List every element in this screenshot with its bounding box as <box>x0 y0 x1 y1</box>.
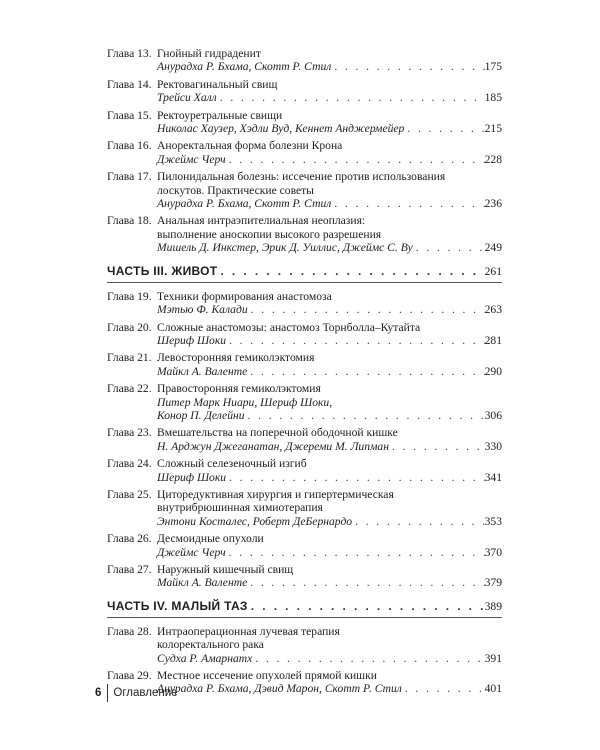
chapter-authors: Мэтью Ф. Калади <box>157 303 248 317</box>
chapter-page-number: 341 <box>484 470 502 484</box>
dot-leader <box>248 599 485 613</box>
authors-line <box>157 365 502 378</box>
entry-line <box>107 669 502 682</box>
authors-line <box>157 652 502 665</box>
page-footer <box>95 684 178 702</box>
entry-body <box>157 228 502 241</box>
dot-leader <box>352 515 485 528</box>
chapter-title: внутрибрюшинная химиотерапия <box>157 501 323 515</box>
toc-entry[interactable] <box>107 563 502 590</box>
dot-leader <box>217 91 485 104</box>
entry-line <box>107 638 502 651</box>
part-page-number: 261 <box>484 264 502 278</box>
entry-line <box>107 396 502 409</box>
chapter-authors: Шериф Шоки <box>157 333 227 347</box>
chapter-authors: Н. Арджун Джеганатан, Джереми М. Липман <box>157 439 389 453</box>
entry-line <box>107 303 502 316</box>
toc-entry[interactable] <box>107 532 502 559</box>
entry-body <box>157 638 502 651</box>
authors-line <box>157 153 502 166</box>
entry-body <box>157 303 502 316</box>
chapter-title: Наружный кишечный свищ <box>157 563 294 576</box>
dot-leader <box>248 303 485 316</box>
part-heading[interactable] <box>107 264 502 278</box>
entry-line <box>107 184 502 197</box>
entry-body <box>157 396 502 409</box>
chapter-label: Глава 15. <box>107 108 152 122</box>
entry-body <box>157 652 502 665</box>
entry-body <box>157 501 502 514</box>
authors-line <box>157 60 502 73</box>
chapter-title: Техники формирования анастомоза <box>157 289 332 303</box>
entry-body <box>157 321 502 334</box>
chapter-label: Глава 29. <box>107 669 152 683</box>
chapter-page-number: 290 <box>484 364 502 378</box>
chapter-label: Глава 24. <box>107 457 152 471</box>
entry-line <box>107 440 502 453</box>
chapter-title: Сложный селезеночный изгиб <box>157 457 307 471</box>
dot-leader <box>247 365 484 378</box>
chapter-label: Глава 18. <box>107 214 152 228</box>
chapter-title: Пилонидальная болезнь: иссечение против использования <box>157 170 446 184</box>
entry-line <box>107 563 502 576</box>
chapter-page-number: 263 <box>484 303 502 317</box>
entry-line <box>107 214 502 227</box>
chapter-list <box>107 290 502 590</box>
authors-line <box>157 471 502 484</box>
chapter-authors: Конор П. Делейни <box>157 408 245 422</box>
chapter-title: Анальная интраэпителиальная неоплазия: <box>157 214 366 228</box>
entry-body <box>157 109 502 122</box>
entry-body <box>157 625 502 638</box>
chapter-page-number: 228 <box>484 152 502 166</box>
chapter-authors: Джеймс Черч <box>157 152 226 166</box>
authors-line <box>157 197 502 210</box>
chapter-page-number: 185 <box>484 91 502 105</box>
entry-body <box>157 290 502 303</box>
chapter-page-number: 249 <box>484 241 502 255</box>
entry-body <box>157 153 502 166</box>
entry-body <box>157 515 502 528</box>
entry-line <box>107 515 502 528</box>
dot-leader <box>252 652 484 665</box>
toc-entry[interactable] <box>107 488 502 528</box>
chapter-title: Десмоидные опухоли <box>157 532 264 546</box>
entry-line <box>107 109 502 122</box>
dot-leader <box>226 471 485 484</box>
authors-line <box>157 91 502 104</box>
authors-line <box>157 576 502 589</box>
chapter-label: Глава 22. <box>107 382 152 396</box>
dot-leader <box>217 264 484 278</box>
toc-entry[interactable] <box>107 139 502 166</box>
entry-line <box>107 471 502 484</box>
chapter-authors: Николас Хаузер, Хэдли Вуд, Кеннет Анджермейер <box>157 122 405 136</box>
entry-line <box>107 290 502 303</box>
chapter-title: Правосторонняя гемиколэктомия <box>157 382 321 396</box>
authors-line <box>157 440 502 453</box>
chapter-list <box>107 47 502 255</box>
entry-body <box>157 440 502 453</box>
entry-line <box>107 321 502 334</box>
toc-entry[interactable] <box>107 457 502 484</box>
chapter-page-number: 401 <box>484 682 502 696</box>
entry-body <box>157 457 502 470</box>
toc-entry[interactable] <box>107 290 502 317</box>
entry-line <box>107 409 502 422</box>
authors-line <box>157 334 502 347</box>
entry-body <box>157 576 502 589</box>
entry-line <box>107 170 502 183</box>
entry-line <box>107 532 502 545</box>
chapter-authors: Анурадха Р. Бхама, Скотт Р. Стил <box>157 60 332 74</box>
chapter-authors: Мишель Д. Инкстер, Эрик Д. Уиллис, Джеймс С. Ву <box>157 241 413 255</box>
entry-body <box>157 184 502 197</box>
chapter-title: Сложные анастомозы: анастомоз Торнболла–Кутайта <box>157 320 421 334</box>
authors-line <box>157 682 502 695</box>
toc-entry[interactable] <box>107 321 502 348</box>
entry-line <box>107 122 502 135</box>
chapter-label: Глава 23. <box>107 426 152 440</box>
dot-leader <box>404 122 484 135</box>
chapter-label: Глава 14. <box>107 77 152 91</box>
authors-line <box>157 515 502 528</box>
chapter-authors: Майкл А. Валенте <box>157 364 248 378</box>
entry-line <box>107 153 502 166</box>
entry-line <box>107 426 502 439</box>
dot-leader <box>245 409 485 422</box>
entry-line <box>107 488 502 501</box>
entry-body <box>157 563 502 576</box>
entry-body <box>157 60 502 73</box>
entry-body <box>157 365 502 378</box>
dot-leader <box>331 197 484 210</box>
chapter-page-number: 215 <box>484 122 502 136</box>
chapter-title: лоскутов. Практические советы <box>157 183 314 197</box>
chapter-authors: Джеймс Черч <box>157 545 226 559</box>
entry-body <box>157 334 502 347</box>
dot-leader <box>413 241 485 254</box>
entry-line <box>107 382 502 395</box>
entry-line <box>107 351 502 364</box>
dot-leader <box>389 440 485 453</box>
entry-line <box>107 625 502 638</box>
entry-line <box>107 91 502 104</box>
chapter-authors: Шериф Шоки <box>157 470 227 484</box>
chapter-title: Аноректальная форма болезни Крона <box>157 139 343 153</box>
chapter-authors: Трейси Халл <box>157 91 217 105</box>
chapter-page-number: 236 <box>484 197 502 211</box>
toc-entry[interactable] <box>107 47 502 74</box>
authors-line <box>157 409 502 422</box>
chapter-page-number: 330 <box>484 439 502 453</box>
entry-line <box>107 365 502 378</box>
entry-body <box>157 214 502 227</box>
entry-body <box>157 47 502 60</box>
toc-entry[interactable] <box>107 625 502 665</box>
chapter-authors: Судха Р. Амарнатх <box>157 651 253 665</box>
page-number: 6 <box>95 687 102 699</box>
chapter-label: Глава 16. <box>107 139 152 153</box>
chapter-label: Глава 26. <box>107 532 152 546</box>
entry-body <box>157 170 502 183</box>
chapter-title: Ректоуретральные свищи <box>157 108 283 122</box>
chapter-label: Глава 13. <box>107 47 152 60</box>
entry-body <box>157 488 502 501</box>
chapter-page-number: 370 <box>484 545 502 559</box>
entry-body <box>157 669 502 682</box>
chapter-page-number: 306 <box>484 408 502 422</box>
entry-line <box>107 139 502 152</box>
chapter-title: выполнение аноскопии высокого разрешения <box>157 227 382 241</box>
toc-entry[interactable] <box>107 78 502 105</box>
chapter-label: Глава 20. <box>107 320 152 334</box>
footer-divider <box>107 684 108 702</box>
part-title: ЧАСТЬ IV. МАЛЫЙ ТАЗ <box>107 598 248 613</box>
chapter-page-number: 281 <box>484 333 502 347</box>
chapter-title: Гнойный гидраденит <box>157 47 261 60</box>
chapter-label: Глава 25. <box>107 487 152 501</box>
entry-line <box>107 334 502 347</box>
chapter-label: Глава 19. <box>107 289 152 303</box>
authors-line <box>157 303 502 316</box>
entry-body <box>157 139 502 152</box>
chapter-page-number: 379 <box>484 576 502 590</box>
entry-body <box>157 351 502 364</box>
entry-line <box>107 228 502 241</box>
entry-line <box>107 60 502 73</box>
dot-leader <box>226 153 485 166</box>
entry-body <box>157 241 502 254</box>
entry-line <box>107 47 502 60</box>
entry-body <box>157 91 502 104</box>
chapter-label: Глава 21. <box>107 351 152 365</box>
chapter-authors: Анурадха Р. Бхама, Скотт Р. Стил <box>157 197 332 211</box>
part-title: ЧАСТЬ III. ЖИВОТ <box>107 263 218 278</box>
entry-body <box>157 532 502 545</box>
authors-line <box>157 241 502 254</box>
dot-leader <box>247 576 484 589</box>
authors-line <box>157 122 502 135</box>
chapter-authors: Анурадха Р. Бхама, Дэвид Марон, Скотт Р. Стил <box>157 682 402 696</box>
chapter-label: Глава 27. <box>107 563 152 576</box>
chapter-page-number: 175 <box>484 60 502 74</box>
entry-body <box>157 78 502 91</box>
part-divider <box>107 282 502 283</box>
table-of-contents <box>107 47 502 700</box>
chapter-title: Интраоперационная лучевая терапия <box>157 624 340 638</box>
dot-leader <box>331 60 484 73</box>
entry-body <box>157 382 502 395</box>
toc-entry[interactable] <box>107 109 502 136</box>
entry-body <box>157 546 502 559</box>
entry-line <box>107 241 502 254</box>
part-page-number: 389 <box>484 599 502 613</box>
chapter-authors: Питер Марк Ниари, Шериф Шоки, <box>157 395 333 409</box>
chapter-title: колоректального рака <box>157 638 264 652</box>
chapter-title: Циторедуктивная хирургия и гипертермическая <box>157 487 394 501</box>
entry-line <box>107 652 502 665</box>
running-title: Оглавление <box>113 687 178 699</box>
entry-body <box>157 426 502 439</box>
entry-line <box>107 78 502 91</box>
entry-body <box>157 197 502 210</box>
chapter-page-number: 353 <box>484 514 502 528</box>
dot-leader <box>226 546 485 559</box>
authors-line <box>157 546 502 559</box>
chapter-label: Глава 17. <box>107 170 152 184</box>
chapter-authors: Майкл А. Валенте <box>157 576 248 590</box>
chapter-title: Левосторонняя гемиколэктомия <box>157 351 315 365</box>
chapter-page-number: 391 <box>484 651 502 665</box>
entry-body <box>157 682 502 695</box>
dot-leader <box>402 682 485 695</box>
entry-body <box>157 122 502 135</box>
chapter-label: Глава 28. <box>107 624 152 638</box>
dot-leader <box>226 334 485 347</box>
chapter-authors: Энтони Косталес, Роберт ДеБернардо <box>157 514 353 528</box>
toc-entry[interactable] <box>107 351 502 378</box>
chapter-title: Вмешательства на поперечной ободочной кишке <box>157 426 398 440</box>
part-heading[interactable] <box>107 599 502 613</box>
chapter-title: Ректовагинальный свищ <box>157 77 278 91</box>
entry-body <box>157 409 502 422</box>
entry-line <box>107 576 502 589</box>
toc-entry[interactable] <box>107 214 502 254</box>
entry-line <box>107 457 502 470</box>
toc-entry[interactable] <box>107 426 502 453</box>
entry-line <box>107 197 502 210</box>
entry-line <box>107 501 502 514</box>
toc-entry[interactable] <box>107 170 502 210</box>
entry-line <box>107 546 502 559</box>
chapter-title: Местное иссечение опухолей прямой кишки <box>157 669 377 683</box>
entry-body <box>157 471 502 484</box>
toc-entry[interactable] <box>107 382 502 422</box>
part-divider <box>107 617 502 618</box>
